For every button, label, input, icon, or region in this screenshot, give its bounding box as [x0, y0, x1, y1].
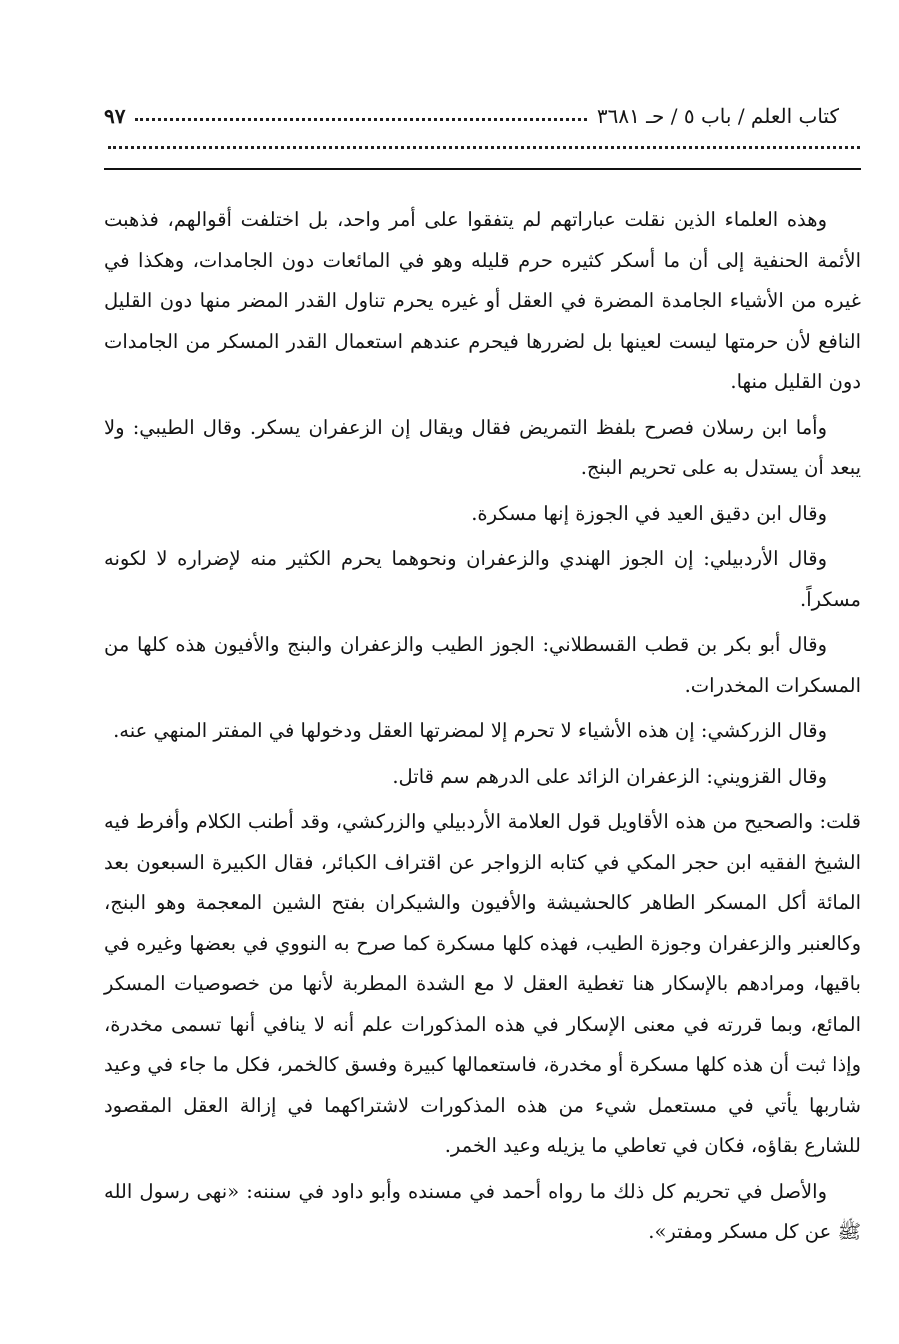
dotted-rule [108, 146, 860, 149]
paragraph-6: وقال الزركشي: إن هذه الأشياء لا تحرم إلا لمضرتها العقل ودخولها في المفتر المنهي عنه. [113, 719, 827, 742]
paragraph-4: وقال الأردبيلي: إن الجوز الهندي والزعفران ونحوهما يحرم الكثير منه لإضراره لا لكونه مسكراً. [104, 547, 861, 611]
running-header [104, 88, 839, 128]
header-divider [104, 168, 861, 170]
paragraph-3: وقال ابن دقيق العيد في الجوزة إنها مسكرة. [471, 501, 827, 525]
page-number: ٩٧ [104, 104, 126, 128]
paragraph-1: وهذه العلماء الذين نقلت عباراتهم لم يتفقوا على أمر واحد، بل اختلفت أقوالهم، فذهبت الأئمة الحنفية إلى أن ما أسكر كثيره حرم قليله وهو في المائعات دون الجامدات، وهكذا في غيره من الأشياء الجامدة المضرة في العقل أو غيره يحرم تناول القدر المضر منها دون القليل النافع لأن حرمتها ليست لعينها بل لضررها فيحرم عندهم استعمال القدر المسكر من الجامدات دون القليل منها. [104, 208, 861, 393]
dotted-leader [135, 118, 586, 121]
paragraph-5: وقال أبو بكر بن قطب القسطلاني: الجوز الطيب والزعفران والبنج والأفيون هذه كلها من المسكرات المخدرات. [104, 633, 861, 697]
paragraph-7: وقال القزويني: الزعفران الزائد على الدرهم سم قاتل. [392, 764, 827, 788]
page-body [104, 200, 861, 1258]
paragraph-8: قلت: والصحيح من هذه الأقاويل قول العلامة الأردبيلي والزركشي، وقد أطنب الكلام وأفرط فيه الشيخ الفقيه ابن حجر المكي في كتابه الزواجر عن اقتراف الكبائر، فقال الكبيرة السبعون بعد المائة أكل المسكر الطاهر كالحشيشة والأفيون والشيكران بفتح الشين المعجمة وهو البنج، وكالعنبر والزعفران وجوزة الطيب، فهذه كلها مسكرة كما صرح به النووي في بعضها وغيره في باقيها، ومرادهم بالإسكار هنا تغطية العقل لا مع الشدة المطربة لأنها من خصوصيات المسكر المائع، وبما قررته في معنى الإسكار في هذه المذكورات علم أنه لا ينافي أنها تسمى مخدرة، وإذا ثبت أن هذه كلها مسكرة أو مخدرة، فاستعمالها كبيرة وفسق كالخمر، فكل ما جاء في وعيد شاربها يأتي في مستعمل شيء من هذه المذكورات لاشتراكهما في إزالة العقل المقصود للشارع بقاؤه، فكان في تعاطي ما يزيله وعيد الخمر. [104, 810, 861, 1157]
header-title: كتاب العلم / باب ٥ / حـ ٣٦٨١ [596, 104, 839, 128]
paragraph-9: والأصل في تحريم كل ذلك ما رواه أحمد في مسنده وأبو داود في سننه: «نهى رسول الله ﷺ عن كل مسكر ومفتر». [104, 1179, 861, 1243]
paragraph-2: وأما ابن رسلان فصرح بلفظ التمريض فقال ويقال إن الزعفران يسكر. وقال الطيبي: ولا يبعد أن يستدل به على تحريم البنج. [104, 415, 861, 479]
